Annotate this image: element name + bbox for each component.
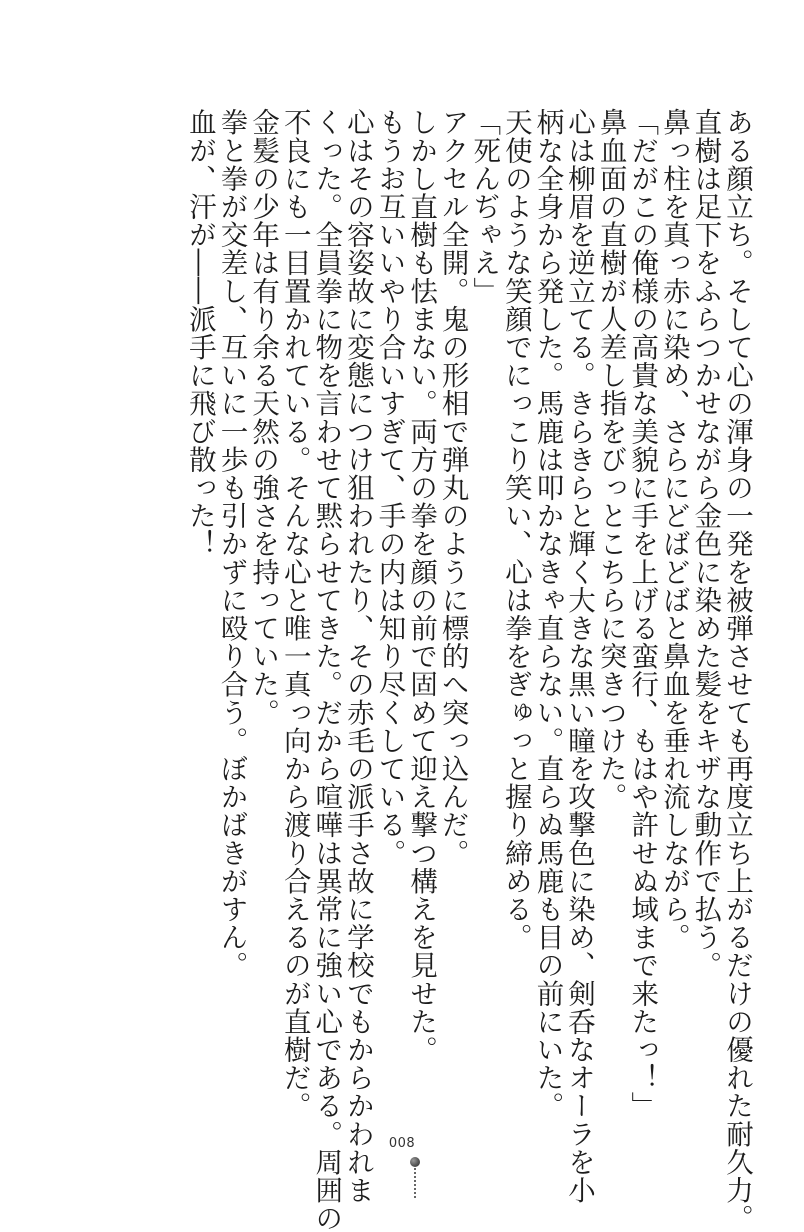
text-line-18: 血が、汗が――派手に飛び散った！ <box>183 108 216 558</box>
text-line-7: 柄な全身から発した。馬鹿は叩かなきゃ直らない。直らぬ馬鹿も目の前にいた。 <box>531 108 564 1120</box>
text-line-4: 「だがこの俺様の高貴な美貌に手を上げる蛮行、もはや許せぬ域まで来たっ！」 <box>626 108 659 1120</box>
text-line-13: 心はその容姿故に変態につけ狙われたり、その赤毛の派手さ故に学校でもからかわれま <box>341 108 374 1204</box>
page-number: 008 <box>388 1136 416 1151</box>
text-line-10: アクセル全開。鬼の形相で弾丸のように標的へ突っ込んだ。 <box>436 108 469 867</box>
page-ornament-dot-icon <box>410 1157 420 1167</box>
text-line-16: 金髪の少年は有り余る天然の強さを持っていた。 <box>247 108 280 727</box>
text-line-17: 拳と拳が交差し、互いに一歩も引かずに殴り合う。ぼかばきがすん。 <box>215 108 248 980</box>
text-line-5: 鼻血面の直樹が人差し指をびっとこちらに突きつけた。 <box>594 108 627 811</box>
text-line-1: ある顔立ち。そして心の渾身の一発を被弾させても再度立ち上がるだけの優れた耐久力。 <box>721 108 753 1232</box>
text-line-12: もうお互いいやり合いすぎて、手の内は知り尽くしている。 <box>373 108 406 867</box>
text-line-2: 直樹は足下をふらつかせながら金色に染めた髪をキザな動作で払う。 <box>689 108 722 980</box>
text-line-9: 「死んぢゃえ」 <box>468 108 501 305</box>
text-line-6: 心は柳眉を逆立てる。きらきらと輝く大きな黒い瞳を攻撃色に染め、剣呑なオーラを小 <box>563 108 596 1204</box>
text-line-14: くった。全員拳に物を言わせて黙らせてきた。だから喧嘩は異常に強い心である。周囲の <box>310 108 343 1232</box>
text-line-15: 不良にも一目置かれている。そんな心と唯一真っ向から渡り合えるのが直樹だ。 <box>278 108 311 1120</box>
text-line-8: 天使のような笑顔でにっこり笑い、心は拳をぎゅっと握り締める。 <box>499 108 532 951</box>
text-line-3: 鼻っ柱を真っ赤に染め、さらにどばどばと鼻血を垂れ流しながら。 <box>657 108 690 951</box>
page-ornament-dotted-line <box>414 1168 416 1200</box>
text-line-11: しかし直樹も怯まない。両方の拳を顔の前で固めて迎え撃つ構えを見せた。 <box>405 108 438 1064</box>
